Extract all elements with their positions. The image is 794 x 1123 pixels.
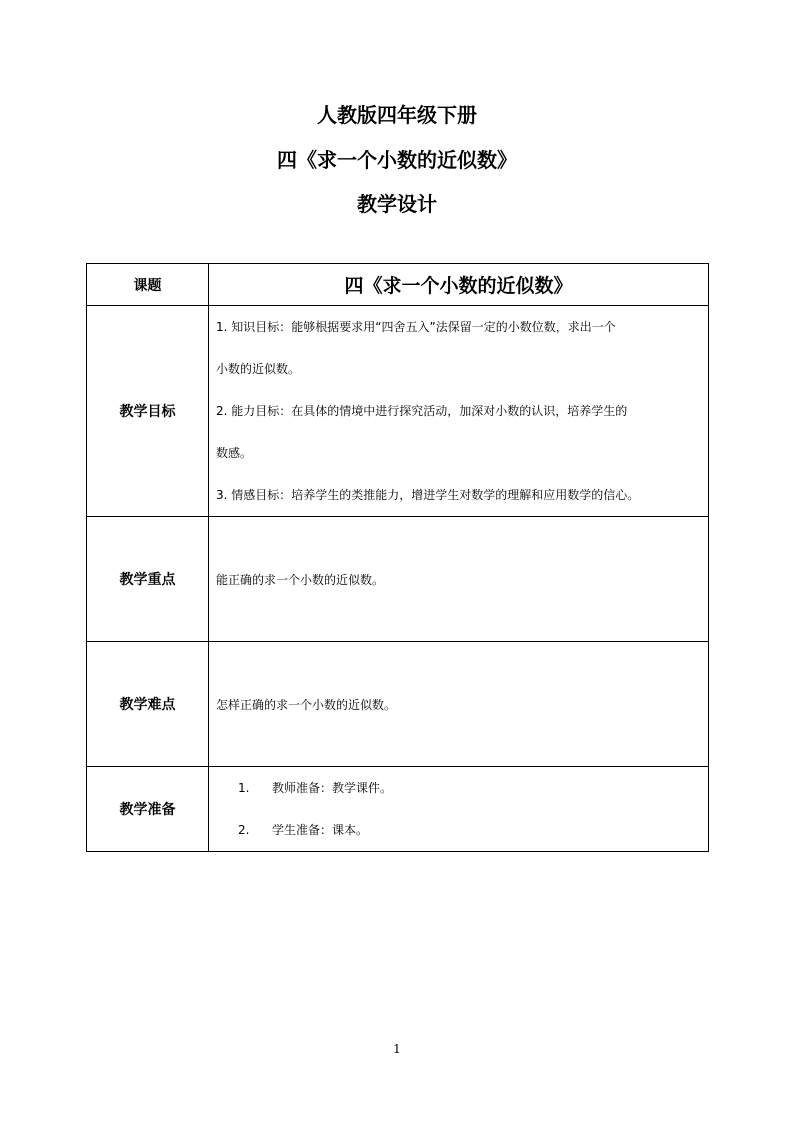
- goal-line: 小数的近似数。: [216, 362, 301, 376]
- goals-cell: [209, 306, 709, 517]
- key-points-text: 能正确的求一个小数的近似数。: [216, 572, 385, 587]
- goals-label: 教学目标: [87, 306, 209, 517]
- difficulties-text: 怎样正确的求一个小数的近似数。: [216, 697, 397, 712]
- document-header: [0, 104, 794, 238]
- title-lesson: 四《求一个小数的近似数》: [277, 148, 517, 172]
- preparation-list: [209, 767, 708, 851]
- topic-label: 课题: [87, 264, 209, 306]
- list-item: [238, 767, 708, 809]
- goal-line: 2. 能力目标：在具体的情境中进行探究活动，加深对小数的认识，培养学生的: [216, 404, 628, 418]
- goal-line: 1. 知识目标：能够根据要求用“四舍五入”法保留一定的小数位数，求出一个: [216, 320, 616, 334]
- title-design: 教学设计: [357, 192, 437, 216]
- table-row-goals: [87, 306, 709, 517]
- list-item-number: 1.: [238, 781, 250, 795]
- key-points-cell: [209, 517, 709, 642]
- list-item-text: 教师准备：教学课件。: [272, 781, 393, 795]
- table-row-key-points: [87, 517, 709, 642]
- table-row-difficulties: [87, 642, 709, 767]
- topic-value: 四《求一个小数的近似数》: [209, 264, 709, 306]
- goal-line: 3. 情感目标：培养学生的类推能力，增进学生对数学的理解和应用数学的信心。: [216, 488, 640, 502]
- list-item-text: 学生准备：课本。: [272, 823, 369, 837]
- list-item: [238, 809, 708, 851]
- key-points-label: 教学重点: [87, 517, 209, 642]
- list-item-number: 2.: [238, 823, 250, 837]
- preparation-label: 教学准备: [87, 767, 209, 852]
- table-row-preparation: [87, 767, 709, 852]
- lesson-plan-table: [86, 263, 709, 852]
- title-grade: 人教版四年级下册: [317, 103, 477, 127]
- goals-list: [209, 306, 708, 516]
- goal-line: 数感。: [216, 446, 253, 460]
- preparation-cell: [209, 767, 709, 852]
- page-number: 1: [393, 1042, 401, 1056]
- table-row-topic: [87, 264, 709, 306]
- difficulties-cell: [209, 642, 709, 767]
- difficulties-label: 教学难点: [87, 642, 209, 767]
